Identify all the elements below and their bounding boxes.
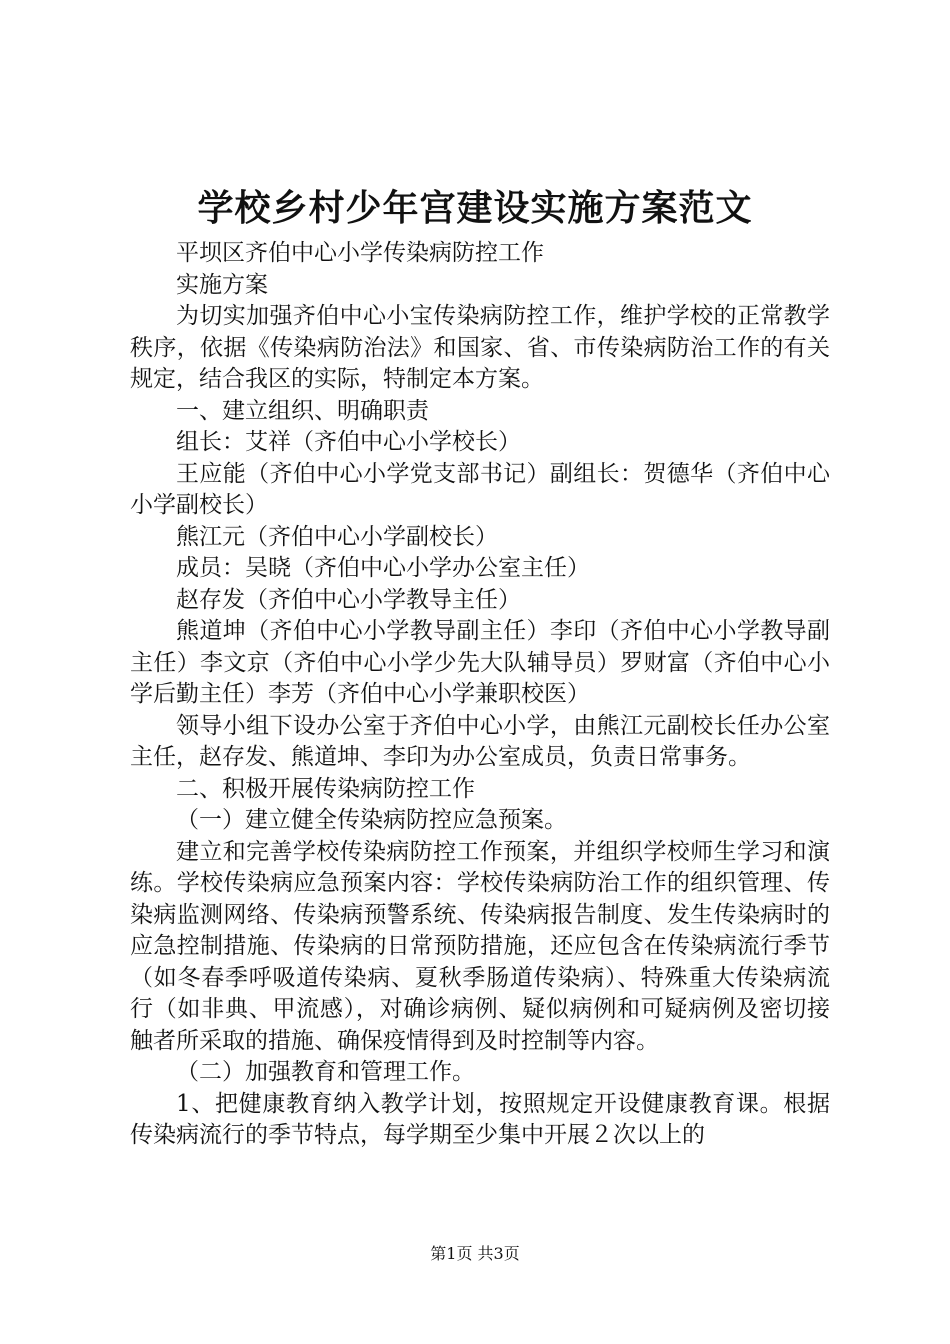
body-paragraph: 为切实加强齐伯中心小宝传染病防控工作，维护学校的正常教学秩序，依据《传染病防治法》和国家、省、市传染病防治工作的有关规定，结合我区的实际，特制定本方案。 <box>130 303 830 392</box>
body-paragraph: 建立和完善学校传染病防控工作预案，并组织学校师生学习和演练。学校传染病应急预案内容：学校传染病防治工作的组织管理、传染病监测网络、传染病预警系统、传染病报告制度、发生传染病时的应急控制措施、传染病的日常预防措施，还应包含在传染病流行季节（如冬春季呼吸道传染病、夏秋季肠道传染病）、特殊重大传染病流行（如非典、甲流感），对确诊病例、疑似病例和可疑病例及密切接触者所采取的措施、确保疫情得到及时控制等内容。 <box>130 838 830 1054</box>
body-paragraph: 赵存发（齐伯中心小学教导主任） <box>176 586 521 613</box>
section-heading: 二、积极开展传染病防控工作 <box>176 775 475 802</box>
body-paragraph: 组长：艾祥（齐伯中心小学校长） <box>176 429 521 455</box>
body-paragraph: 熊江元（齐伯中心小学副校长） <box>176 523 498 550</box>
document-title: 学校乡村少年宫建设实施方案范文 <box>197 187 753 229</box>
subsection-heading: （二）加强教育和管理工作。 <box>176 1059 475 1085</box>
subsection-heading: （一）建立健全传染病防控应急预案。 <box>176 807 567 833</box>
body-paragraph: 王应能（齐伯中心小学党支部书记）副组长：贺德华（齐伯中心小学副校长） <box>130 460 830 518</box>
page-footer: 第1页 共3页 <box>430 1244 520 1263</box>
body-paragraph: 平坝区齐伯中心小学传染病防控工作 <box>176 240 544 266</box>
section-heading: 一、建立组织、明确职责 <box>176 397 429 424</box>
body-paragraph: 成员：吴晓（齐伯中心小学办公室主任） <box>176 555 590 581</box>
body-paragraph: 领导小组下设办公室于齐伯中心小学，由熊江元副校长任办公室主任，赵存发、熊道坤、李印为办公室成员，负责日常事务。 <box>130 712 830 770</box>
body-paragraph: 熊道坤（齐伯中心小学教导副主任）李印（齐伯中心小学教导副主任）李文京（齐伯中心小学少先大队辅导员）罗财富（齐伯中心小学后勤主任）李芳（齐伯中心小学兼职校医） <box>130 618 830 707</box>
body-paragraph: 1、把健康教育纳入教学计划，按照规定开设健康教育课。根据传染病流行的季节特点，每学期至少集中开展２次以上的 <box>130 1090 830 1148</box>
document-body <box>130 238 830 1152</box>
body-paragraph: 实施方案 <box>176 271 268 298</box>
